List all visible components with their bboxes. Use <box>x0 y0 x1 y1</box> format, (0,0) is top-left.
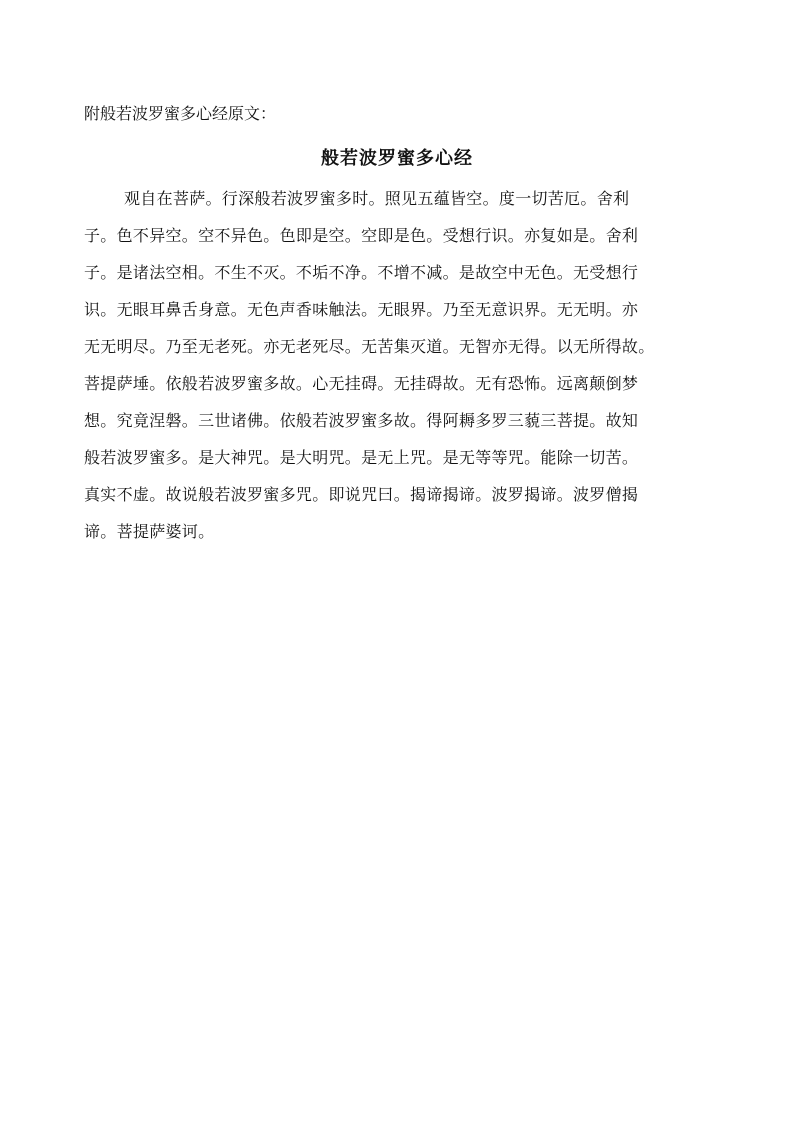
text-line: 想。究竟涅磐。三世诸佛。依般若波罗蜜多故。得阿耨多罗三藐三菩提。故知 <box>84 411 639 430</box>
text-line: 般若波罗蜜多。是大神咒。是大明咒。是无上咒。是无等等咒。能除一切苦。 <box>84 448 639 467</box>
intro-heading: 附般若波罗蜜多心经原文： <box>84 104 277 123</box>
text-line: 谛。菩提萨婆诃。 <box>84 522 215 541</box>
text-line: 无无明尽。乃至无老死。亦无老死尽。无苦集灭道。无智亦无得。以无所得故。 <box>84 337 655 356</box>
text-line: 真实不虚。故说般若波罗蜜多咒。即说咒曰。揭谛揭谛。波罗揭谛。波罗僧揭 <box>84 485 639 504</box>
text-line: 菩提萨埵。依般若波罗蜜多故。心无挂碍。无挂碍故。无有恐怖。远离颠倒梦 <box>84 374 639 393</box>
text-line: 识。无眼耳鼻舌身意。无色声香味触法。无眼界。乃至无意识界。无无明。亦 <box>84 300 639 319</box>
text-line: 子。色不异空。空不异色。色即是空。空即是色。受想行识。亦复如是。舍利 <box>84 226 639 245</box>
sutra-text <box>84 180 724 550</box>
text-line: 子。是诸法空相。不生不灭。不垢不净。不增不减。是故空中无色。无受想行 <box>84 263 639 282</box>
text-line: 观自在菩萨。行深般若波罗蜜多时。照见五蕴皆空。度一切苦厄。舍利 <box>124 189 630 208</box>
sutra-title: 般若波罗蜜多心经 <box>321 148 473 169</box>
